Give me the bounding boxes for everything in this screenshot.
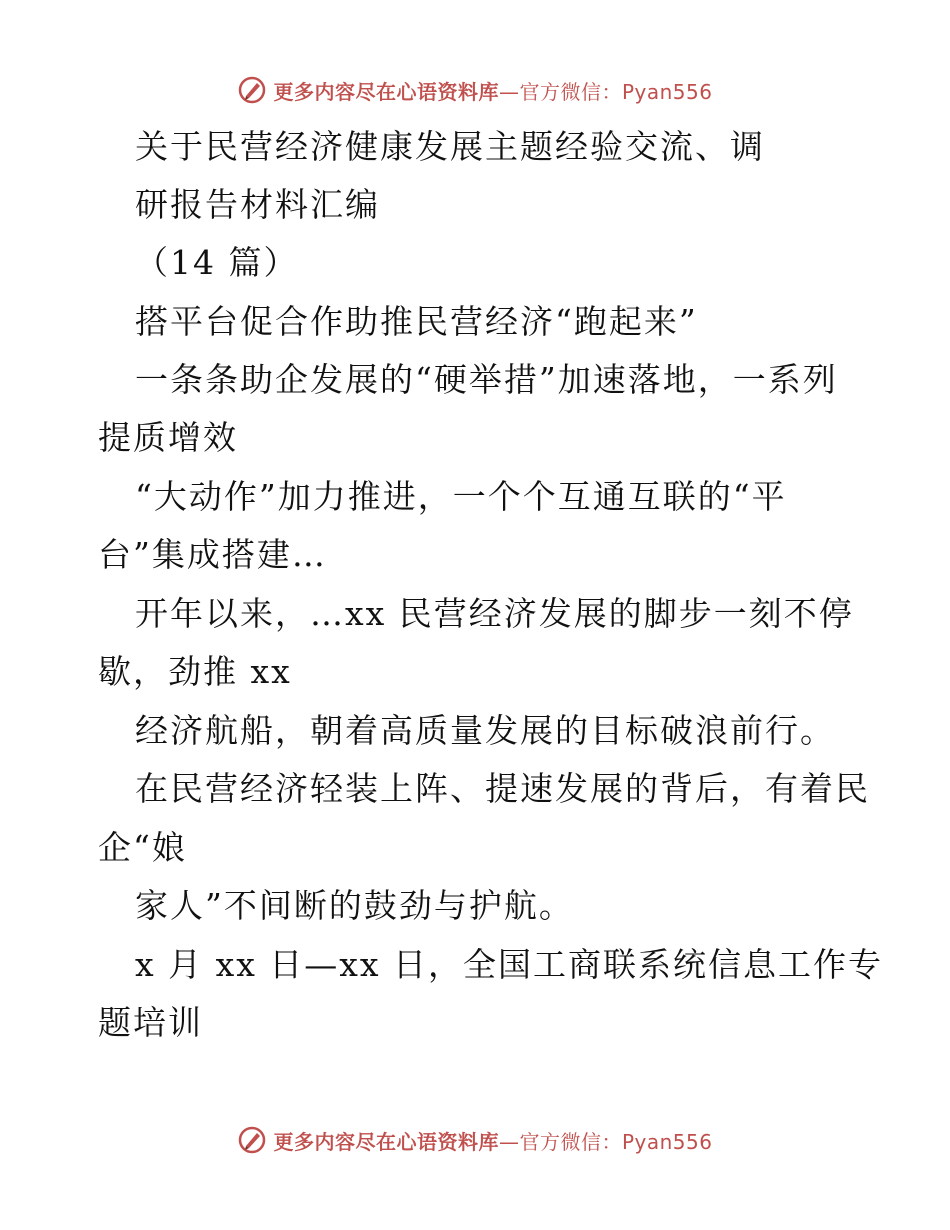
paragraph-line: 开年以来，…xx 民营经济发展的脚步一刻不停 bbox=[135, 594, 854, 633]
section-heading: 搭平台促合作助推民营经济“跑起来” bbox=[135, 302, 698, 341]
footer-watermark bbox=[0, 1120, 950, 1160]
paragraph-line: x 月 xx 日—xx 日，全国工商联系统信息工作专 bbox=[135, 945, 884, 984]
paragraph-line: 一条条助企发展的“硬举措”加速落地，一系列 bbox=[135, 360, 838, 399]
paragraph-line: 在民营经济轻装上阵、提速发展的背后，有着民 bbox=[135, 769, 870, 808]
watermark-text: 更多内容尽在心语资料库—官方微信：Pyan556 bbox=[273, 1129, 713, 1154]
paragraph-line: 经济航船，朝着高质量发展的目标破浪前行。 bbox=[135, 711, 835, 750]
paragraph-line: 台”集成搭建… bbox=[98, 535, 327, 574]
title-line-1: 关于民营经济健康发展主题经验交流、调 bbox=[135, 127, 765, 166]
pen-logo-icon bbox=[237, 1125, 267, 1155]
paragraph-line: 企“娘 bbox=[98, 828, 187, 867]
watermark-text: 更多内容尽在心语资料库—官方微信：Pyan556 bbox=[273, 79, 713, 104]
title-line-2: 研报告材料汇编 bbox=[135, 185, 380, 224]
title-count: （14 篇） bbox=[135, 243, 299, 282]
paragraph-line: 题培训 bbox=[98, 1003, 203, 1042]
paragraph-line: 提质增效 bbox=[98, 418, 238, 457]
paragraph-line: 歇，劲推 xx bbox=[98, 652, 292, 691]
paragraph-line: 家人”不间断的鼓劲与护航。 bbox=[135, 886, 574, 925]
paragraph-line: “大动作”加力推进，一个个互通互联的“平 bbox=[135, 477, 787, 516]
